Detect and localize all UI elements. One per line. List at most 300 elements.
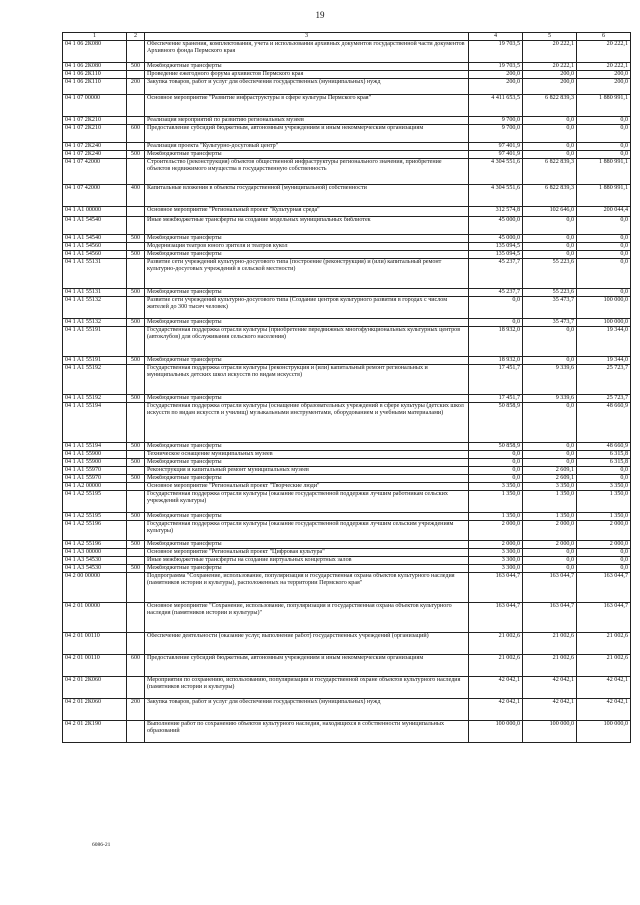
row-code-cell: 04 2 01 00110: [63, 655, 127, 677]
row-value-col5-cell: 0,0: [523, 151, 577, 159]
row-name-cell: Обеспечение хранения, комплектования, учета и использования архивных документов государственной части документов Архивного фонда Пермского края: [145, 41, 469, 63]
row-name-cell: Основное мероприятие "Сохранение, использование, популяризация и государственная охрана объектов культурного наследия (памятников истории и культуры)": [145, 603, 469, 633]
table-row: [63, 207, 631, 217]
row-name-cell: Межбюджетные трансферты: [145, 541, 469, 549]
row-code-cell: 04 1 07 42000: [63, 159, 127, 185]
row-name-cell: Иные межбюджетные трансферты на создание виртуальных концертных залов: [145, 557, 469, 565]
row-value-col5-cell: 2 000,0: [523, 541, 577, 549]
row-value-col6-cell: 100 000,0: [577, 297, 631, 319]
row-value-col5-cell: 42 042,1: [523, 677, 577, 699]
table-row: [63, 319, 631, 327]
row-value-col6-cell: 0,0: [577, 217, 631, 235]
table-row: [63, 403, 631, 443]
table-row: [63, 459, 631, 467]
row-code-cell: 04 1 A1 55900: [63, 459, 127, 467]
row-value-col6-cell: 2 000,0: [577, 541, 631, 549]
row-name-cell: Развитие сети учреждений культурно-досугового типа (построение (реконструкция) и (или) капитальный ремонт культурно-досуговых учреждений в сельской местности): [145, 259, 469, 289]
row-name-cell: Межбюджетные трансферты: [145, 475, 469, 483]
row-value-col6-cell: 1 880 991,1: [577, 185, 631, 207]
table-row: [63, 243, 631, 251]
column-header-5: 5: [523, 33, 577, 41]
row-value-col5-cell: 0,0: [523, 327, 577, 357]
row-value-col5-cell: 2 609,1: [523, 475, 577, 483]
row-expense-type-cell: [127, 549, 145, 557]
table-row: [63, 721, 631, 743]
row-code-cell: 04 1 A1 55132: [63, 319, 127, 327]
row-code-cell: 04 1 A1 55970: [63, 467, 127, 475]
row-value-col4-cell: 100 000,0: [469, 721, 523, 743]
row-value-col5-cell: 0,0: [523, 549, 577, 557]
row-value-col6-cell: 0,0: [577, 549, 631, 557]
row-value-col5-cell: 6 822 839,3: [523, 95, 577, 117]
row-expense-type-cell: [127, 327, 145, 357]
table-row: [63, 467, 631, 475]
row-value-col4-cell: 97 401,9: [469, 143, 523, 151]
row-value-col6-cell: 42 042,1: [577, 677, 631, 699]
row-value-col5-cell: 1 350,0: [523, 491, 577, 513]
row-code-cell: 04 1 06 2К110: [63, 79, 127, 95]
budget-table: [62, 32, 631, 743]
row-value-col5-cell: 9 339,6: [523, 395, 577, 403]
table-row: [63, 143, 631, 151]
page-number: 19: [315, 10, 325, 20]
row-value-col5-cell: 9 339,6: [523, 365, 577, 395]
row-expense-type-cell: 500: [127, 289, 145, 297]
row-value-col5-cell: 55 223,6: [523, 259, 577, 289]
row-value-col4-cell: 0,0: [469, 451, 523, 459]
row-code-cell: 04 1 A1 55194: [63, 403, 127, 443]
row-value-col4-cell: 42 042,1: [469, 699, 523, 721]
row-value-col4-cell: 135 094,5: [469, 243, 523, 251]
row-code-cell: 04 1 A1 55131: [63, 289, 127, 297]
table-row: [63, 633, 631, 655]
row-value-col5-cell: 21 002,6: [523, 633, 577, 655]
row-value-col4-cell: 18 932,0: [469, 327, 523, 357]
row-value-col4-cell: 17 451,7: [469, 365, 523, 395]
row-expense-type-cell: [127, 41, 145, 63]
row-code-cell: 04 1 07 2К240: [63, 143, 127, 151]
row-code-cell: 04 1 A2 55196: [63, 541, 127, 549]
row-value-col5-cell: 100 000,0: [523, 721, 577, 743]
column-header-1: 1: [63, 33, 127, 41]
column-header-6: 6: [577, 33, 631, 41]
row-value-col5-cell: 0,0: [523, 117, 577, 125]
row-code-cell: 04 1 A1 54540: [63, 217, 127, 235]
row-value-col6-cell: 48 660,9: [577, 443, 631, 451]
row-expense-type-cell: 200: [127, 79, 145, 95]
row-value-col5-cell: 2 000,0: [523, 521, 577, 541]
row-value-col5-cell: 20 222,1: [523, 63, 577, 71]
row-value-col4-cell: 3 300,0: [469, 565, 523, 573]
table-row: [63, 259, 631, 289]
row-value-col5-cell: 163 044,7: [523, 573, 577, 603]
row-value-col4-cell: 21 002,6: [469, 633, 523, 655]
row-name-cell: Межбюджетные трансферты: [145, 459, 469, 467]
row-value-col6-cell: 100 000,0: [577, 319, 631, 327]
row-code-cell: 04 1 A3 54530: [63, 565, 127, 573]
row-name-cell: Реализация мероприятий по развитию региональных музеев: [145, 117, 469, 125]
row-name-cell: Развитие сети учреждений культурно-досугового типа (Создание центров культурного развития в городах с числом жителей до 300 тысяч человек): [145, 297, 469, 319]
row-code-cell: 04 2 01 2К060: [63, 677, 127, 699]
row-value-col5-cell: 20 222,1: [523, 41, 577, 63]
row-name-cell: Техническое оснащение муниципальных музеев: [145, 451, 469, 459]
row-name-cell: Межбюджетные трансферты: [145, 251, 469, 259]
row-value-col4-cell: 2 000,0: [469, 521, 523, 541]
row-name-cell: Подпрограмма "Сохранение, использование, популяризация и государственная охрана объектов культурного наследия (памятников истории и культуры), расположенных на территории Пермского края": [145, 573, 469, 603]
row-value-col5-cell: 0,0: [523, 443, 577, 451]
table-row: [63, 185, 631, 207]
row-expense-type-cell: 600: [127, 125, 145, 143]
table-row: [63, 565, 631, 573]
row-name-cell: Основное мероприятие "Региональный проект "Культурная среда": [145, 207, 469, 217]
row-name-cell: Предоставление субсидий бюджетным, автономным учреждениям и иным некоммерческим организациям: [145, 655, 469, 677]
table-row: [63, 549, 631, 557]
row-value-col6-cell: 3 350,0: [577, 483, 631, 491]
row-code-cell: 04 1 06 2К110: [63, 71, 127, 79]
row-code-cell: 04 1 07 00000: [63, 95, 127, 117]
row-value-col4-cell: 50 858,9: [469, 443, 523, 451]
row-value-col5-cell: 6 822 839,3: [523, 185, 577, 207]
column-header-4: 4: [469, 33, 523, 41]
row-value-col4-cell: 50 858,9: [469, 403, 523, 443]
row-code-cell: 04 2 01 2К060: [63, 699, 127, 721]
row-value-col4-cell: 97 401,9: [469, 151, 523, 159]
row-value-col6-cell: 21 002,6: [577, 633, 631, 655]
row-value-col6-cell: 25 723,7: [577, 395, 631, 403]
row-value-col6-cell: 0,0: [577, 151, 631, 159]
row-value-col6-cell: 0,0: [577, 235, 631, 243]
row-value-col4-cell: 0,0: [469, 475, 523, 483]
row-code-cell: 04 1 A1 55900: [63, 451, 127, 459]
row-expense-type-cell: [127, 143, 145, 151]
table-row: [63, 297, 631, 319]
row-code-cell: 04 1 A1 55970: [63, 475, 127, 483]
row-value-col4-cell: 45 237,7: [469, 259, 523, 289]
row-name-cell: Закупка товаров, работ и услуг для обеспечения государственных (муниципальных) нужд: [145, 699, 469, 721]
footer-code: 6086-21: [92, 842, 111, 848]
row-value-col6-cell: 42 042,1: [577, 699, 631, 721]
row-expense-type-cell: [127, 297, 145, 319]
table-row: [63, 557, 631, 565]
column-header-2: 2: [127, 33, 145, 41]
row-name-cell: Строительство (реконструкция) объектов общественной инфраструктуры регионального значения, приобретение объектов недвижимого имущества в государственную собственность: [145, 159, 469, 185]
row-code-cell: 04 1 A1 55191: [63, 357, 127, 365]
row-value-col6-cell: 1 350,0: [577, 491, 631, 513]
row-expense-type-cell: 500: [127, 357, 145, 365]
row-expense-type-cell: [127, 71, 145, 79]
row-value-col6-cell: 163 044,7: [577, 603, 631, 633]
row-expense-type-cell: [127, 451, 145, 459]
row-name-cell: Межбюджетные трансферты: [145, 395, 469, 403]
row-value-col4-cell: 3 300,0: [469, 557, 523, 565]
row-value-col5-cell: 0,0: [523, 565, 577, 573]
row-code-cell: 04 1 07 42000: [63, 185, 127, 207]
row-value-col4-cell: 9 700,0: [469, 125, 523, 143]
row-expense-type-cell: [127, 521, 145, 541]
row-value-col4-cell: 0,0: [469, 459, 523, 467]
row-value-col5-cell: 0,0: [523, 251, 577, 259]
row-name-cell: Выполнение работ по сохранению объектов культурного наследия, находящихся в собственности муниципальных образований: [145, 721, 469, 743]
row-value-col5-cell: 0,0: [523, 217, 577, 235]
row-value-col6-cell: 200,0: [577, 79, 631, 95]
row-value-col6-cell: 20 222,1: [577, 63, 631, 71]
row-name-cell: Государственная поддержка отрасли культуры (приобретение передвижных многофункциональных культурных центров (автоклубов) для обслуживания сельского населения): [145, 327, 469, 357]
row-value-col6-cell: 0,0: [577, 259, 631, 289]
row-code-cell: 04 1 A2 55195: [63, 491, 127, 513]
table-row: [63, 699, 631, 721]
row-expense-type-cell: [127, 95, 145, 117]
row-value-col6-cell: 0,0: [577, 565, 631, 573]
row-value-col6-cell: 19 344,0: [577, 357, 631, 365]
column-header-3: 3: [145, 33, 469, 41]
row-expense-type-cell: [127, 259, 145, 289]
table-row: [63, 541, 631, 549]
row-expense-type-cell: [127, 403, 145, 443]
row-name-cell: Модернизация театров юного зрителя и театров кукол: [145, 243, 469, 251]
row-code-cell: 04 2 01 2К190: [63, 721, 127, 743]
table-row: [63, 475, 631, 483]
row-value-col6-cell: 25 723,7: [577, 365, 631, 395]
row-expense-type-cell: 500: [127, 251, 145, 259]
row-expense-type-cell: [127, 603, 145, 633]
row-value-col4-cell: 163 044,7: [469, 573, 523, 603]
row-value-col6-cell: 6 315,8: [577, 459, 631, 467]
row-name-cell: Проведение ежегодного форума архивистов Пермского края: [145, 71, 469, 79]
row-value-col5-cell: 3 350,0: [523, 483, 577, 491]
row-value-col4-cell: 200,0: [469, 71, 523, 79]
row-value-col6-cell: 0,0: [577, 125, 631, 143]
row-value-col4-cell: 135 094,5: [469, 251, 523, 259]
row-code-cell: 04 1 07 2К210: [63, 117, 127, 125]
row-value-col4-cell: 312 574,8: [469, 207, 523, 217]
row-expense-type-cell: [127, 207, 145, 217]
row-value-col5-cell: 42 042,1: [523, 699, 577, 721]
row-expense-type-cell: [127, 217, 145, 235]
row-expense-type-cell: [127, 243, 145, 251]
table-row: [63, 573, 631, 603]
row-name-cell: Межбюджетные трансферты: [145, 443, 469, 451]
row-value-col4-cell: 18 932,0: [469, 357, 523, 365]
row-code-cell: 04 1 06 2К080: [63, 63, 127, 71]
row-code-cell: 04 1 A1 54560: [63, 251, 127, 259]
table-row: [63, 63, 631, 71]
row-value-col6-cell: 19 344,0: [577, 327, 631, 357]
row-code-cell: 04 2 01 00110: [63, 633, 127, 655]
row-value-col6-cell: 1 880 991,1: [577, 95, 631, 117]
row-value-col5-cell: 102 646,0: [523, 207, 577, 217]
table-row: [63, 443, 631, 451]
row-expense-type-cell: [127, 159, 145, 185]
row-code-cell: 04 1 A3 00000: [63, 549, 127, 557]
row-value-col4-cell: 200,0: [469, 79, 523, 95]
row-code-cell: 04 1 A2 55195: [63, 513, 127, 521]
row-expense-type-cell: 200: [127, 699, 145, 721]
row-expense-type-cell: 600: [127, 655, 145, 677]
table-row: [63, 451, 631, 459]
row-expense-type-cell: [127, 557, 145, 565]
row-name-cell: Основное мероприятие "Развитие инфраструктуры в сфере культуры Пермского края": [145, 95, 469, 117]
table-row: [63, 491, 631, 513]
table-row: [63, 289, 631, 297]
row-name-cell: Государственная поддержка отрасли культуры (оказание государственной поддержки лучшим работникам сельских учреждений культуры): [145, 491, 469, 513]
table-row: [63, 603, 631, 633]
row-value-col4-cell: 45 000,0: [469, 217, 523, 235]
row-value-col5-cell: 55 223,6: [523, 289, 577, 297]
row-value-col4-cell: 9 700,0: [469, 117, 523, 125]
table-row: [63, 217, 631, 235]
row-value-col6-cell: 21 002,6: [577, 655, 631, 677]
row-value-col6-cell: 200,0: [577, 71, 631, 79]
row-name-cell: Межбюджетные трансферты: [145, 565, 469, 573]
row-expense-type-cell: [127, 491, 145, 513]
table-row: [63, 71, 631, 79]
row-expense-type-cell: [127, 677, 145, 699]
row-value-col6-cell: 6 315,8: [577, 451, 631, 459]
table-row: [63, 95, 631, 117]
row-name-cell: Иные межбюджетные трансферты на создание модельных муниципальных библиотек: [145, 217, 469, 235]
row-value-col6-cell: 0,0: [577, 475, 631, 483]
row-value-col5-cell: 35 473,7: [523, 319, 577, 327]
row-expense-type-cell: 500: [127, 235, 145, 243]
table-row: [63, 41, 631, 63]
row-expense-type-cell: [127, 573, 145, 603]
table-row: [63, 125, 631, 143]
table-row: [63, 513, 631, 521]
row-value-col6-cell: 0,0: [577, 143, 631, 151]
row-value-col5-cell: 0,0: [523, 235, 577, 243]
row-code-cell: 04 1 A1 55194: [63, 443, 127, 451]
row-value-col4-cell: 1 350,0: [469, 513, 523, 521]
row-value-col5-cell: 0,0: [523, 243, 577, 251]
row-value-col4-cell: 1 350,0: [469, 491, 523, 513]
table-row: [63, 395, 631, 403]
row-code-cell: 04 1 07 2К240: [63, 151, 127, 159]
row-value-col6-cell: 0,0: [577, 467, 631, 475]
row-value-col4-cell: 19 703,5: [469, 41, 523, 63]
row-value-col5-cell: 0,0: [523, 459, 577, 467]
row-code-cell: 04 1 07 2К210: [63, 125, 127, 143]
row-expense-type-cell: [127, 721, 145, 743]
row-value-col4-cell: 42 042,1: [469, 677, 523, 699]
row-code-cell: 04 1 A3 54530: [63, 557, 127, 565]
row-expense-type-cell: [127, 633, 145, 655]
table-row: [63, 151, 631, 159]
row-name-cell: Реконструкция и капитальный ремонт муниципальных музеев: [145, 467, 469, 475]
table-row: [63, 677, 631, 699]
row-name-cell: Государственная поддержка отрасли культуры (оказание государственной поддержки лучшим сельским учреждениям культуры): [145, 521, 469, 541]
row-value-col6-cell: 48 660,9: [577, 403, 631, 443]
row-code-cell: 04 1 A1 55191: [63, 327, 127, 357]
row-name-cell: Капитальные вложения в объекты государственной (муниципальной) собственности: [145, 185, 469, 207]
row-name-cell: Государственная поддержка отрасли культуры (реконструкция и (или) капитальный ремонт региональных и муниципальных детских школ искусств по видам искусств): [145, 365, 469, 395]
row-code-cell: 04 2 00 00000: [63, 573, 127, 603]
row-code-cell: 04 1 A1 55131: [63, 259, 127, 289]
row-name-cell: Закупка товаров, работ и услуг для обеспечения государственных (муниципальных) нужд: [145, 79, 469, 95]
row-name-cell: Межбюджетные трансферты: [145, 319, 469, 327]
row-expense-type-cell: 500: [127, 459, 145, 467]
table-row: [63, 357, 631, 365]
row-name-cell: Межбюджетные трансферты: [145, 63, 469, 71]
row-code-cell: 04 1 A1 54560: [63, 243, 127, 251]
row-value-col5-cell: 21 002,6: [523, 655, 577, 677]
row-code-cell: 04 1 A1 00000: [63, 207, 127, 217]
row-value-col4-cell: 0,0: [469, 297, 523, 319]
row-expense-type-cell: 500: [127, 513, 145, 521]
row-code-cell: 04 1 A2 55196: [63, 521, 127, 541]
row-value-col6-cell: 1 350,0: [577, 513, 631, 521]
row-value-col4-cell: 3 350,0: [469, 483, 523, 491]
row-expense-type-cell: 500: [127, 63, 145, 71]
row-value-col4-cell: 45 237,7: [469, 289, 523, 297]
row-value-col5-cell: 0,0: [523, 125, 577, 143]
row-value-col4-cell: 45 000,0: [469, 235, 523, 243]
row-value-col5-cell: 0,0: [523, 357, 577, 365]
row-name-cell: Предоставление субсидий бюджетным, автономным учреждениям и иным некоммерческим организациям: [145, 125, 469, 143]
row-name-cell: Межбюджетные трансферты: [145, 357, 469, 365]
row-code-cell: 04 1 A2 00000: [63, 483, 127, 491]
row-name-cell: Государственная поддержка отрасли культуры (оснащение образовательных учреждений в сфере культуры (детских школ искусств по видам искусств и училищ) музыкальными инструментами, оборудованием и учебными материалами): [145, 403, 469, 443]
row-value-col5-cell: 200,0: [523, 79, 577, 95]
row-value-col6-cell: 100 000,0: [577, 721, 631, 743]
row-value-col5-cell: 2 609,1: [523, 467, 577, 475]
row-value-col6-cell: 200 044,4: [577, 207, 631, 217]
row-value-col5-cell: 6 822 839,3: [523, 159, 577, 185]
table-row: [63, 365, 631, 395]
row-value-col6-cell: 0,0: [577, 557, 631, 565]
row-value-col6-cell: 0,0: [577, 243, 631, 251]
row-expense-type-cell: [127, 467, 145, 475]
row-value-col4-cell: 0,0: [469, 319, 523, 327]
row-name-cell: Межбюджетные трансферты: [145, 289, 469, 297]
row-value-col4-cell: 163 044,7: [469, 603, 523, 633]
table-row: [63, 327, 631, 357]
row-value-col6-cell: 20 222,1: [577, 41, 631, 63]
row-value-col4-cell: 3 300,0: [469, 549, 523, 557]
row-value-col6-cell: 0,0: [577, 289, 631, 297]
table-row: [63, 79, 631, 95]
row-value-col6-cell: 0,0: [577, 251, 631, 259]
row-expense-type-cell: 500: [127, 151, 145, 159]
row-expense-type-cell: 400: [127, 185, 145, 207]
table-row: [63, 483, 631, 491]
row-value-col4-cell: 4 411 653,5: [469, 95, 523, 117]
table-row: [63, 521, 631, 541]
row-code-cell: 04 2 01 00000: [63, 603, 127, 633]
row-name-cell: Межбюджетные трансферты: [145, 151, 469, 159]
row-name-cell: Межбюджетные трансферты: [145, 513, 469, 521]
row-value-col6-cell: 0,0: [577, 117, 631, 125]
row-code-cell: 04 1 A1 55132: [63, 297, 127, 319]
row-expense-type-cell: [127, 365, 145, 395]
row-value-col5-cell: 35 473,7: [523, 297, 577, 319]
table-header-row: [63, 33, 631, 41]
row-value-col4-cell: 2 000,0: [469, 541, 523, 549]
row-expense-type-cell: 500: [127, 475, 145, 483]
row-expense-type-cell: [127, 483, 145, 491]
table-row: [63, 117, 631, 125]
row-name-cell: Мероприятия по сохранению, использованию, популяризации и государственной охране объектов культурного наследия (памятников истории и культуры): [145, 677, 469, 699]
row-name-cell: Обеспечение деятельности (оказание услуг, выполнение работ) государственных учреждений (организаций): [145, 633, 469, 655]
row-value-col5-cell: 163 044,7: [523, 603, 577, 633]
row-value-col4-cell: 17 451,7: [469, 395, 523, 403]
row-value-col5-cell: 0,0: [523, 143, 577, 151]
row-value-col4-cell: 4 304 551,6: [469, 185, 523, 207]
row-name-cell: Межбюджетные трансферты: [145, 235, 469, 243]
row-expense-type-cell: [127, 117, 145, 125]
row-expense-type-cell: 500: [127, 443, 145, 451]
row-name-cell: Реализация проекта "Культурно-досуговый центр": [145, 143, 469, 151]
row-name-cell: Основное мероприятие "Региональный проект "Цифровая культура": [145, 549, 469, 557]
